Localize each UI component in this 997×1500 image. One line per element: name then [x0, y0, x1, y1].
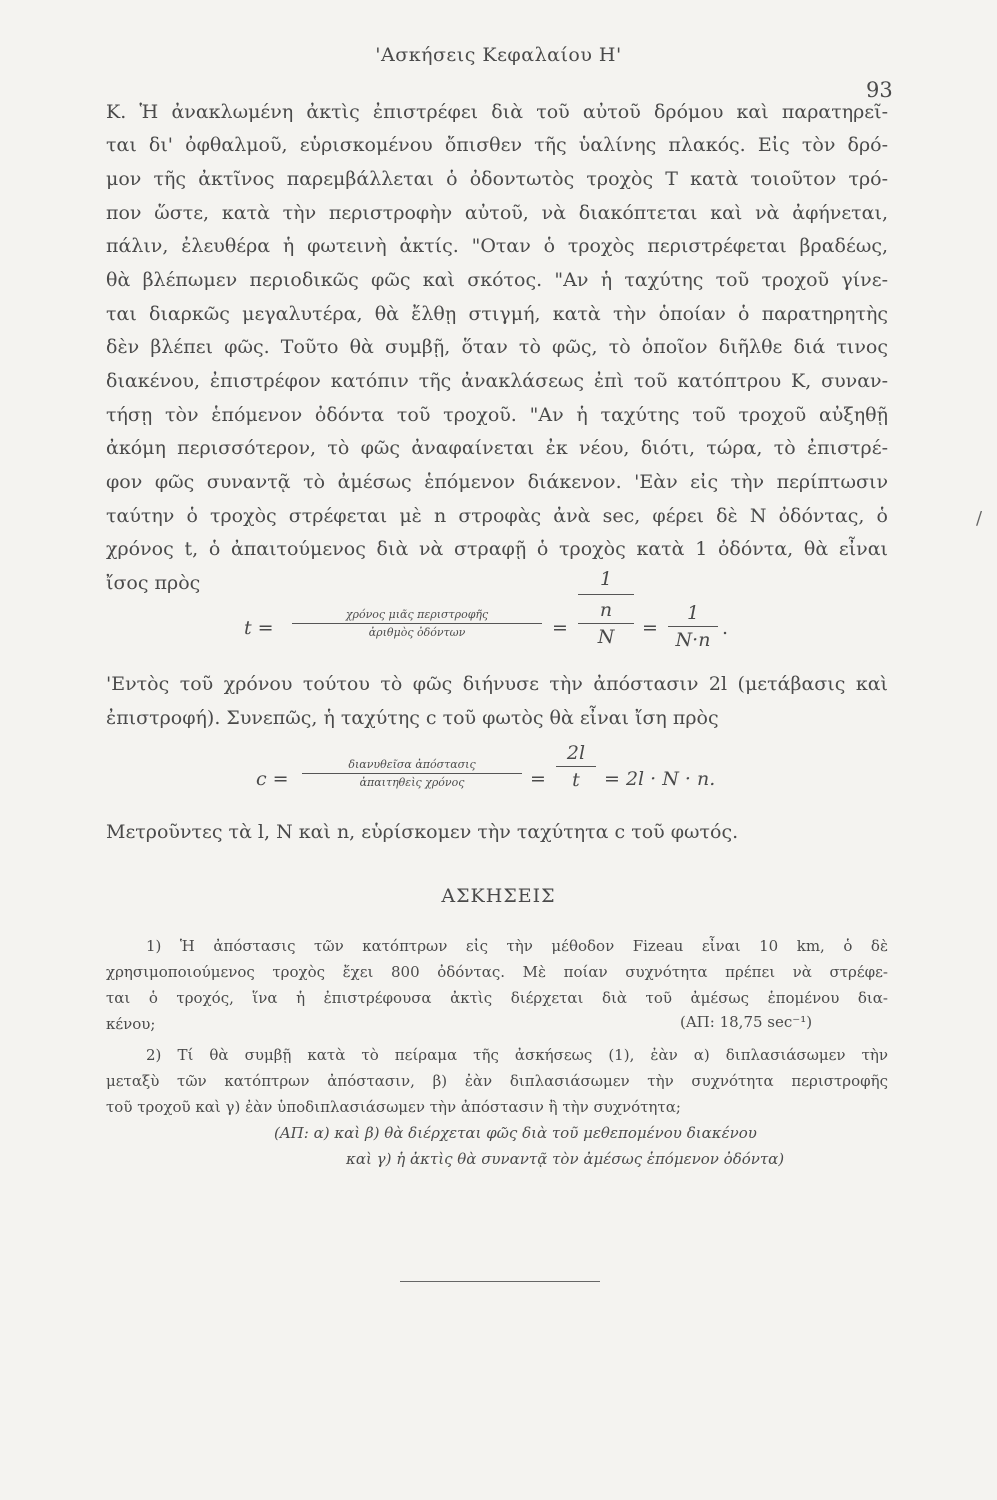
one-over-n-over-n-fraction: [578, 568, 634, 648]
numerator-2l: 2l: [566, 742, 586, 764]
exercise-2-answer-line: καὶ γ) ἡ ἀκτὶς θὰ συναντᾷ τὸν ἀμέσως ἑπόμενον ὀδόντα): [346, 1150, 785, 1168]
equals-sign: =: [552, 617, 568, 639]
formula-lhs: t =: [244, 617, 274, 639]
one-over-Nn-fraction: [668, 602, 718, 651]
text-line: θὰ βλέπωμεν περιοδικῶς φῶς καὶ σκότος. "Αν ἡ ταχύτης τοῦ τροχοῦ γίνε-: [106, 269, 888, 291]
text-line: τήσῃ τὸν ἑπόμενον ὀδόντα τοῦ τροχοῦ. "Αν ἡ ταχύτης τοῦ τροχοῦ αὐξηθῇ: [106, 404, 888, 426]
numerator-one: 1: [578, 568, 634, 595]
exercise-1-line: χρησιμοποιούμενος τροχὸς ἔχει 800 ὀδόντας. Μὲ ποίαν συχνότητα πρέπει νὰ στρέφε-: [106, 963, 888, 981]
2l-over-t-fraction: [556, 742, 596, 791]
margin-pencil-mark: /: [976, 508, 983, 529]
exercise-1-line: 1) Ἡ ἀπόστασις τῶν κατόπτρων εἰς τὴν μέθοδον Fizeau εἶναι 10 km, ὁ δὲ: [146, 937, 888, 955]
text-line: Μετροῦντες τὰ l, N καὶ n, εὑρίσκομεν τὴν ταχύτητα c τοῦ φωτός.: [106, 821, 739, 843]
running-title: 'Ασκήσεις Κεφαλαίου Η': [375, 44, 622, 66]
equals-sign: =: [530, 768, 546, 790]
period: .: [722, 617, 729, 639]
exercise-2-line: τοῦ τροχοῦ καὶ γ) ἐὰν ὑποδιπλασιάσωμεν τὴν ἀπόστασιν ἢ τὴν συχνότητα;: [106, 1098, 681, 1116]
text-line: ἴσος πρὸς: [106, 572, 201, 594]
text-line: ται διαρκῶς μεγαλυτέρα, θὰ ἔλθῃ στιγμή, κατὰ τὴν ὁποίαν ὁ παρατηρητὴς: [106, 303, 888, 325]
text-line: χρόνος t, ὁ ἀπαιτούμενος διὰ νὰ στραφῇ ὁ τροχὸς κατὰ 1 ὀδόντα, θὰ εἶναι: [106, 538, 888, 560]
denominator-t: t: [556, 766, 596, 791]
text-line: ταύτην ὁ τροχὸς στρέφεται μὲ n στροφὰς ἀνὰ sec, φέρει δὲ N ὀδόντας, ὁ: [106, 505, 888, 527]
exercise-1-line: ται ὁ τροχός, ἵνα ἡ ἐπιστρέφουσα ἀκτὶς διέρχεται διὰ τοῦ ἀμέσως ἑπομένου δια-: [106, 989, 888, 1007]
page-number: 93: [866, 78, 893, 102]
text-line: πον ὥστε, κατὰ τὴν περιστροφὴν αὐτοῦ, νὰ διακόπτεται καὶ νὰ ἀφήνεται,: [106, 202, 888, 224]
text-line: μον τῆς ἀκτῖνος παρεμβάλλεται ὁ ὀδοντωτὸς τροχὸς T κατὰ τοιοῦτον τρό-: [106, 168, 888, 190]
text-line: πάλιν, ἐλευθέρα ἡ φωτεινὴ ἀκτίς. "Οταν ὁ τροχὸς περιστρέφεται βραδέως,: [106, 235, 888, 257]
text-line: 'Εντὸς τοῦ χρόνου τούτου τὸ φῶς διήνυσε τὴν ἀπόστασιν 2l (μετάβασις καὶ: [106, 673, 888, 695]
word-numerator: χρόνος μιᾶς περιστροφῆς: [345, 608, 489, 621]
equals-sign: =: [642, 617, 658, 639]
word-fraction: [302, 758, 522, 789]
text-line: ἐπιστροφή). Συνεπῶς, ἡ ταχύτης c τοῦ φωτὸς θὰ εἶναι ἴση πρὸς: [106, 707, 719, 729]
exercise-2-line: μεταξὺ τῶν κατόπτρων ἀπόστασιν, β) ἐὰν διπλασιάσωμεν τὴν συχνότητα περιστροφῆς: [106, 1072, 888, 1090]
denominator-N: N: [578, 623, 634, 648]
exercise-1-answer: (ΑΠ: 18,75 sec⁻¹): [680, 1013, 813, 1031]
formula-lhs: c =: [256, 768, 289, 790]
text-line: φον φῶς συναντᾷ τὸ ἀμέσως ἑπόμενον διάκενον. 'Εὰν εἰς τὴν περίπτωσιν: [106, 471, 888, 493]
exercise-1-line: κένου;: [106, 1015, 156, 1033]
word-fraction: [292, 608, 542, 639]
numerator-n: n: [599, 599, 613, 621]
formula-rhs: = 2l · N · n.: [604, 768, 716, 790]
exercise-2-answer-line: (ΑΠ: α) καὶ β) θὰ διέρχεται φῶς διὰ τοῦ μεθεπομένου διακένου: [274, 1124, 757, 1142]
text-line: ἀκόμη περισσότερον, τὸ φῶς ἀναφαίνεται ἐκ νέου, διότι, τώρα, τὸ ἐπιστρέ-: [106, 437, 888, 459]
text-line: ται δι' ὀφθαλμοῦ, εὑρισκομένου ὄπισθεν τῆς ὑαλίνης πλακός. Εἰς τὸν δρό-: [106, 134, 888, 156]
word-denominator: ἀπαιτηθεὶς χρόνος: [302, 773, 522, 789]
numerator-one: 1: [686, 602, 700, 624]
denominator-Nn: N·n: [668, 626, 718, 651]
section-divider: [400, 1281, 600, 1282]
exercise-2-line: 2) Τί θὰ συμβῇ κατὰ τὸ πείραμα τῆς ἀσκήσεως (1), ἐὰν α) διπλασιάσωμεν τὴν: [146, 1046, 888, 1064]
text-line: διακένου, ἐπιστρέφον κατόπιν τῆς ἀνακλάσεως ἐπὶ τοῦ κατόπτρου K, συναν-: [106, 370, 888, 392]
text-line: K. Ἡ ἀνακλωμένη ἀκτὶς ἐπιστρέφει διὰ τοῦ αὐτοῦ δρόμου καὶ παρατηρεῖ-: [106, 101, 888, 123]
text-line: δὲν βλέπει φῶς. Τοῦτο θὰ συμβῇ, ὅταν τὸ φῶς, τὸ ὁποῖον διῆλθε διά τινος: [106, 336, 888, 358]
word-numerator: διανυθεῖσα ἀπόστασις: [348, 758, 476, 771]
word-denominator: ἀριθμὸς ὀδόντων: [292, 623, 542, 639]
exercises-heading: ΑΣΚΗΣΕΙΣ: [441, 885, 556, 907]
